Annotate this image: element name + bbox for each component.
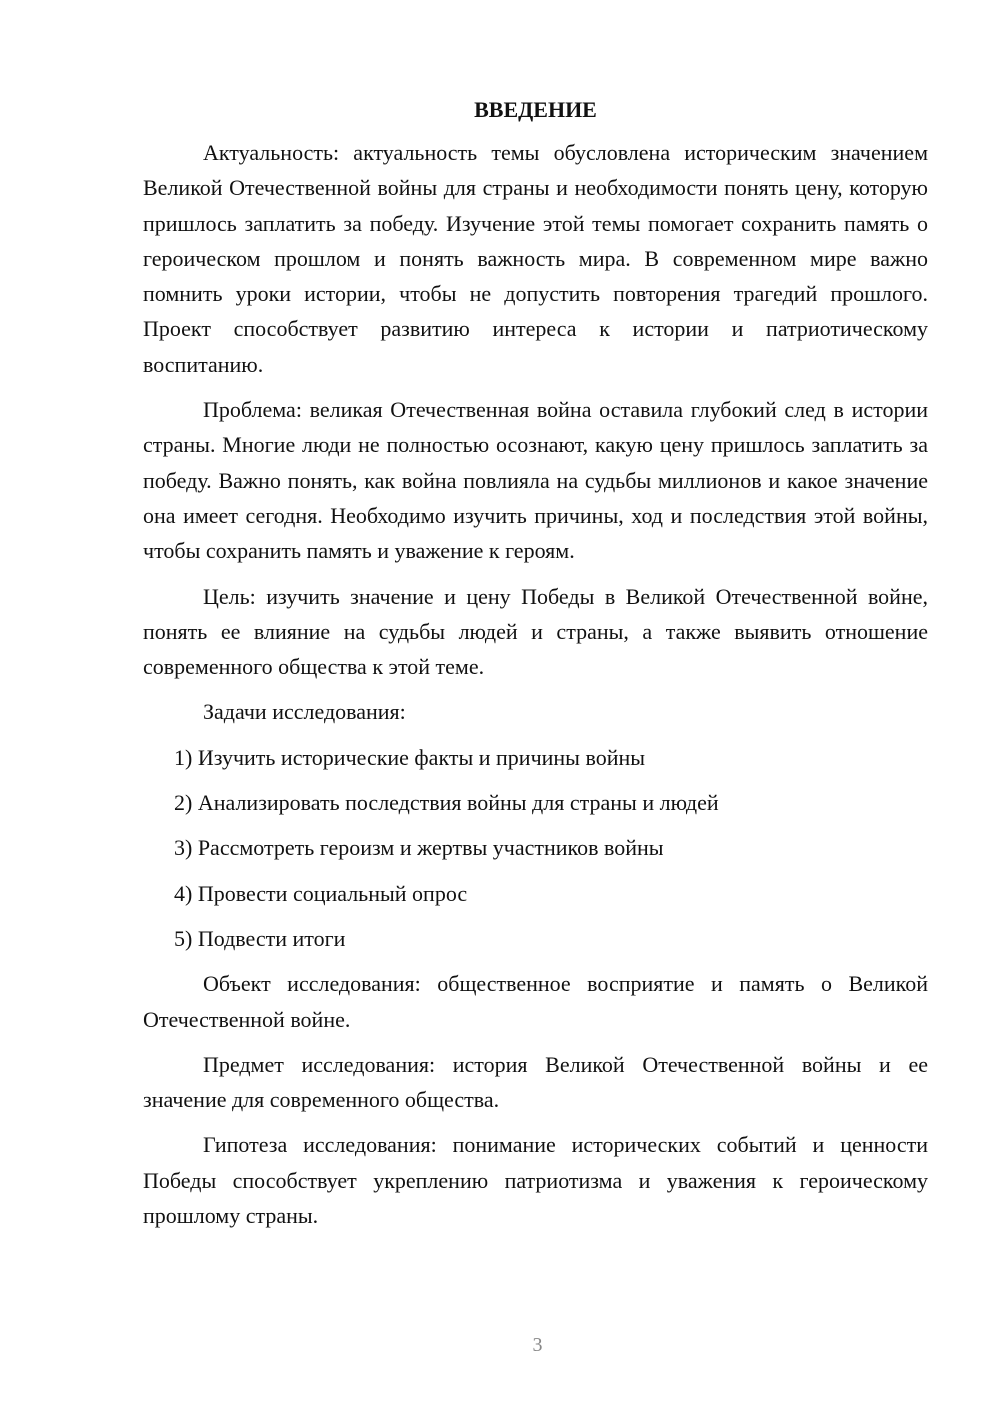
relevance-paragraph: Актуальность: актуальность темы обусловлена историческим значением Великой Отечественной войны для страны и необходимости понять цену, которую пришлось заплатить за победу. Изучение этой темы помогает сохранить память о героическом прошлом и понять важность мира. В современном мире важно помнить уроки истории, чтобы не допустить повторения трагедий прошлого. Проект способствует развитию интереса к истории и патриотическому воспитанию. — [143, 140, 928, 377]
task-item: 1) Изучить исторические факты и причины войны — [174, 744, 646, 770]
document-page — [143, 95, 928, 1243]
page-number: 3 — [532, 1334, 543, 1356]
tasks-heading: Задачи исследования: — [203, 699, 406, 725]
goal-paragraph: Цель: изучить значение и цену Победы в Великой Отечественной войне, понять ее влияние на судьбы людей и страны, а также выявить отношение современного общества к этой теме. — [143, 583, 928, 680]
problem-paragraph: Проблема: великая Отечественная война оставила глубокий след в истории страны. Многие люди не полностью осознают, какую цену пришлось заплатить за победу. Важно понять, как война повлияла на судьбы миллионов и какое значение она имеет сегодня. Необходимо изучить причины, ход и последствия этой войны, чтобы сохранить память и уважение к героям. — [143, 397, 928, 564]
task-item: 2) Анализировать последствия войны для страны и людей — [174, 790, 719, 816]
task-item: 4) Провести социальный опрос — [174, 880, 468, 906]
tasks-list — [143, 740, 928, 956]
task-item: 5) Подвести итоги — [174, 925, 346, 951]
hypothesis-paragraph: Гипотеза исследования: понимание исторических событий и ценности Победы способствует укреплению патриотизма и уважения к героическому прошлому страны. — [143, 1132, 928, 1229]
section-title: ВВЕДЕНИЕ — [474, 97, 597, 122]
object-paragraph: Объект исследования: общественное восприятие и память о Великой Отечественной войне. — [143, 971, 928, 1032]
task-item: 3) Рассмотреть героизм и жертвы участников войны — [174, 835, 664, 861]
subject-paragraph: Предмет исследования: история Великой Отечественной войны и ее значение для современного общества. — [143, 1051, 928, 1113]
